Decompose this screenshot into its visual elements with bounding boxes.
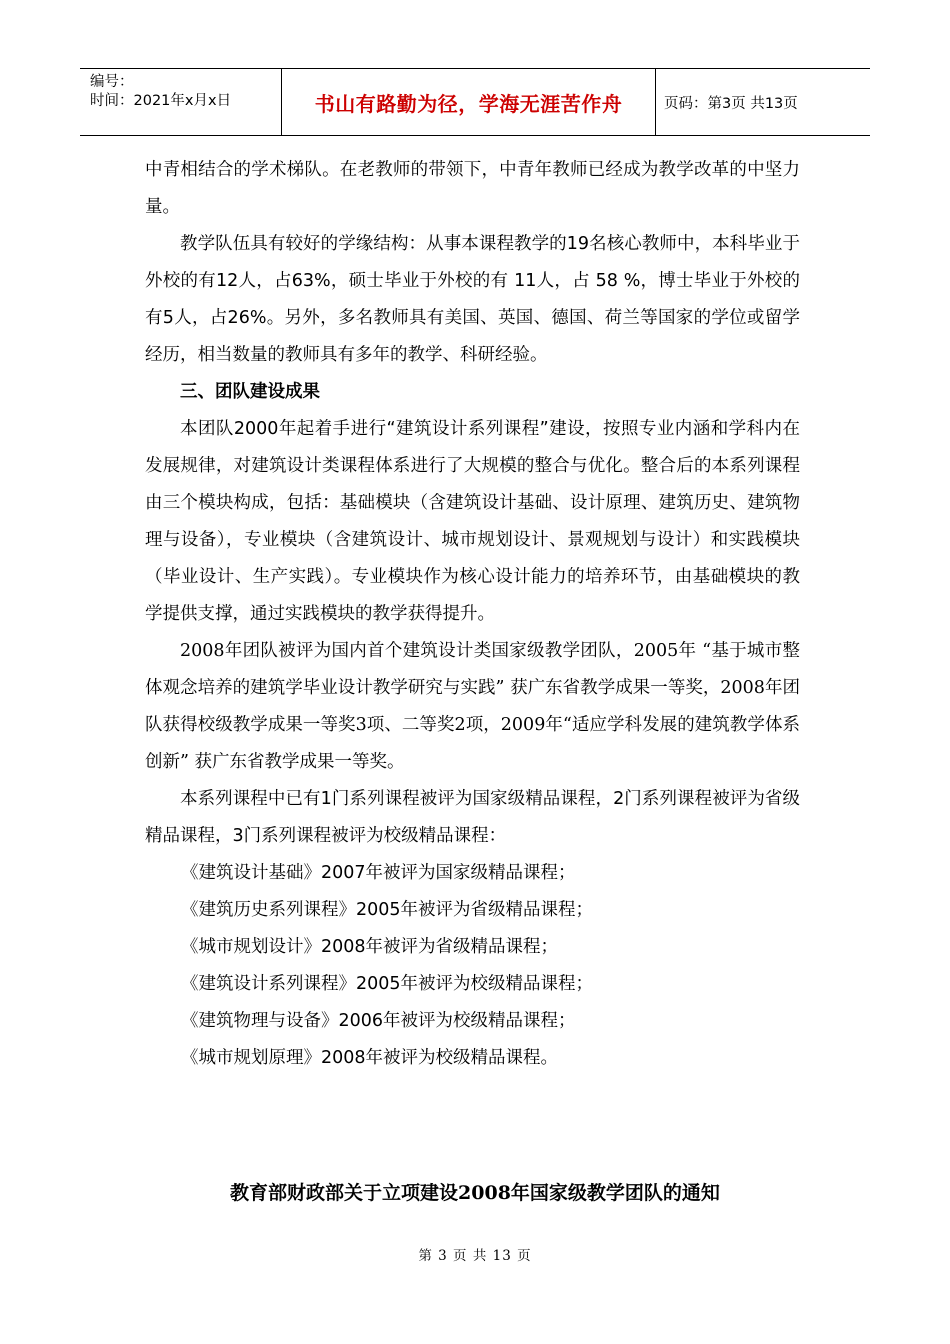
section-heading: 三、团队建设成果: [180, 382, 320, 402]
course-list-item: 《建筑历史系列课程》2005年被评为省级精品课程；: [181, 900, 594, 920]
page-footer: 第 3 页 共 13 页: [418, 1248, 532, 1264]
paragraph-quality-courses: 本系列课程中已有1门系列课程被评为国家级精品课程，2门系列课程被评为省级精品课程，3门系列课程被评为校级精品课程：: [145, 789, 800, 846]
document-date: 时间：2021年x月x日: [90, 93, 232, 109]
course-list-item: 《城市规划原理》2008年被评为校级精品课程。: [181, 1048, 559, 1068]
paragraph-awards: 2008年团队被评为国内首个建筑设计类国家级教学团队，2005年 “基于城市整体观念培养的建筑学毕业设计教学研究与实践” 获广东省教学成果一等奖，2008年团队获得校级教学成果一等奖3项、二等奖2项，2009年“适应学科发展的建筑教学体系创新” 获广东省教学成果一等奖。: [145, 641, 800, 772]
paragraph-academic-structure: 教学队伍具有较好的学缘结构：从事本课程教学的19名核心教师中，本科毕业于外校的有12人，占63%，硕士毕业于外校的有 11人，占 58 %，博士毕业于外校的有5人，占26%。另外，多名教师具有美国、英国、德国、荷兰等国家的学位或留学经历，相当数量的教师具有多年的教学、科研经验。: [145, 234, 800, 365]
paragraph-course-construction: 本团队2000年起着手进行“建筑设计系列课程”建设，按照专业内涵和学科内在发展规律，对建筑设计类课程体系进行了大规模的整合与优化。整合后的本系列课程由三个模块构成，包括：基础模块（含建筑设计基础、设计原理、建筑历史、建筑物理与设备），专业模块（含建筑设计、城市规划设计、景观规划与设计）和实践模块（毕业设计、生产实践）。专业模块作为核心设计能力的培养环节，由基础模块的教学提供支撑，通过实践模块的教学获得提升。: [145, 419, 800, 624]
notice-title: 教育部财政部关于立项建设2008年国家级教学团队的通知: [230, 1182, 720, 1204]
header-meta: [80, 69, 282, 135]
page-header: [80, 68, 870, 136]
header-page-info: 页码：第3页 共13页: [664, 95, 798, 112]
header-motto: 书山有路勤为径，学海无涯苦作舟: [282, 69, 656, 135]
course-list-item: 《建筑物理与设备》2006年被评为校级精品课程；: [181, 1011, 576, 1031]
document-body: [145, 152, 800, 1077]
course-list-item: 《建筑设计基础》2007年被评为国家级精品课程；: [181, 863, 576, 883]
course-list-item: 《建筑设计系列课程》2005年被评为校级精品课程；: [181, 974, 594, 994]
paragraph-teaching-team: 中青相结合的学术梯队。在老教师的带领下，中青年教师已经成为教学改革的中坚力量。: [145, 160, 800, 217]
course-list-item: 《城市规划设计》2008年被评为省级精品课程；: [181, 937, 559, 957]
document-number-label: 编号：: [90, 74, 134, 90]
